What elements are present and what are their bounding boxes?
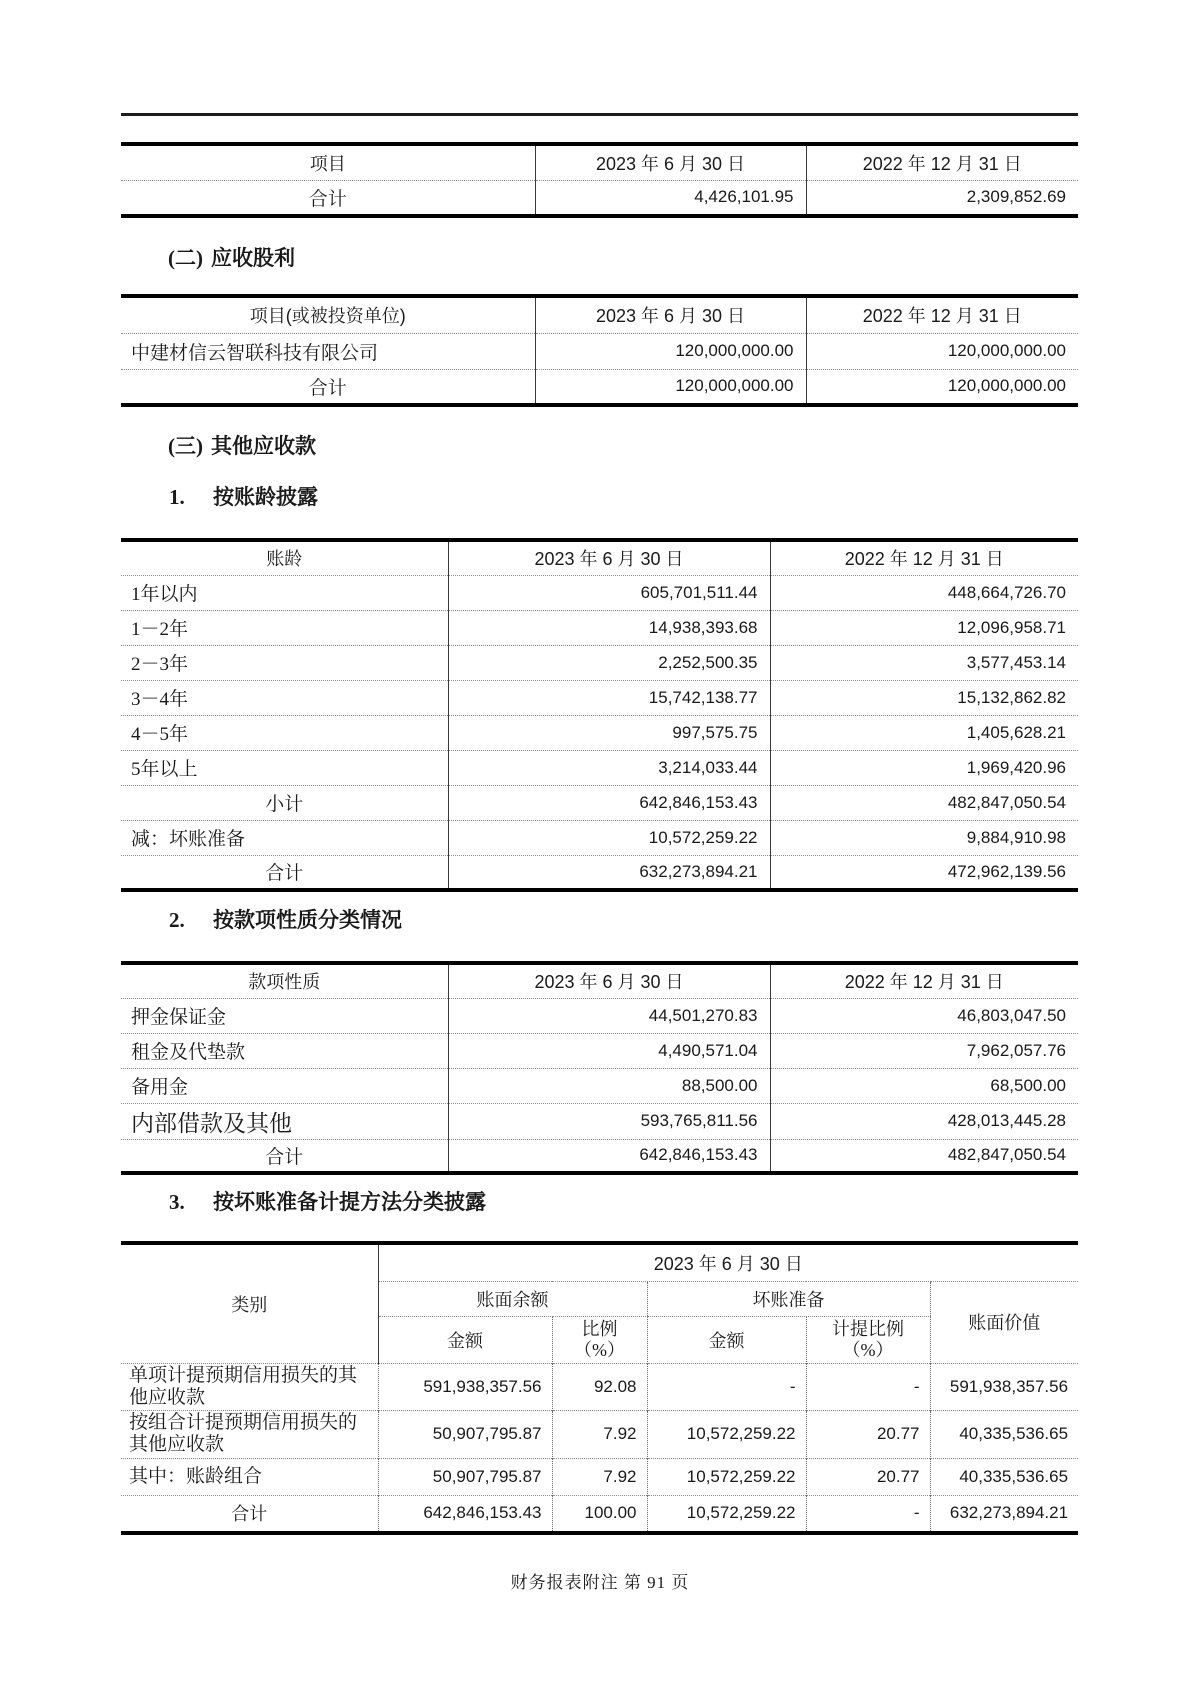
heading-number: 1. (169, 485, 185, 509)
heading-number: (三) (168, 434, 203, 458)
column-header: 2023 年 6 月 30 日 (448, 963, 770, 998)
table-row (121, 998, 1078, 1033)
table-row (121, 785, 1078, 820)
heading-title: 应收股利 (211, 246, 295, 270)
column-header: 2022 年 12 月 31 日 (770, 540, 1078, 575)
heading-number: (二) (168, 246, 203, 270)
dividends-table (121, 294, 1078, 407)
cell-value: 120,000,000.00 (535, 333, 806, 369)
subsection-heading-method (169, 1188, 486, 1216)
table-row (121, 750, 1078, 785)
cell-value: 605,701,511.44 (448, 575, 770, 610)
row-label: 押金保证金 (121, 998, 448, 1033)
cell-value: 428,013,445.28 (770, 1103, 1078, 1139)
cell-value: 88,500.00 (448, 1068, 770, 1103)
cell-value: 15,132,862.82 (770, 680, 1078, 715)
column-header-ratio: 比例 （%） (552, 1316, 647, 1363)
cell-value: - (806, 1495, 930, 1533)
table-row (121, 1103, 1078, 1139)
column-header: 项目(或被投资单位) (249, 306, 406, 327)
table-row (121, 715, 1078, 750)
table-row (121, 575, 1078, 610)
cell-value: 642,846,153.43 (378, 1495, 552, 1533)
heading-title: 按坏账准备计提方法分类披露 (213, 1190, 486, 1214)
row-label: 中建材信云智联科技有限公司 (121, 333, 535, 369)
top-total-table (121, 142, 1078, 218)
cell-value: 1,969,420.96 (770, 750, 1078, 785)
table-row (121, 1068, 1078, 1103)
cell-value: 120,000,000.00 (806, 369, 1078, 405)
row-label: 1－2年 (121, 610, 448, 645)
heading-title: 按账龄披露 (213, 485, 318, 509)
row-label: 3－4年 (121, 680, 448, 715)
cell-value: 44,501,270.83 (448, 998, 770, 1033)
table-row (121, 610, 1078, 645)
cell-value: 14,938,393.68 (448, 610, 770, 645)
heading-title: 其他应收款 (211, 434, 316, 458)
cell-value: 2,309,852.69 (806, 180, 1078, 216)
cell-value: 20.77 (806, 1410, 930, 1458)
column-header: 款项性质 (248, 972, 321, 993)
table-row (121, 333, 1078, 369)
cell-value: 632,273,894.21 (930, 1495, 1078, 1533)
row-label: 1年以内 (121, 575, 448, 610)
column-header-amount: 金额 (647, 1316, 806, 1363)
cell-value: 100.00 (552, 1495, 647, 1533)
cell-value: 50,907,795.87 (378, 1458, 552, 1495)
column-header: 2022 年 12 月 31 日 (806, 296, 1078, 333)
heading-number: 2. (169, 908, 185, 932)
table-header-row (121, 540, 1078, 575)
cell-value: 482,847,050.54 (770, 785, 1078, 820)
row-label: 减：坏账准备 (121, 820, 448, 855)
column-header: 2022 年 12 月 31 日 (770, 963, 1078, 998)
cell-value: 3,577,453.14 (770, 645, 1078, 680)
row-label: 租金及代垫款 (121, 1033, 448, 1068)
cell-value: 10,572,259.22 (647, 1458, 806, 1495)
column-header-book-balance: 账面余额 (378, 1281, 647, 1316)
row-label: 合计 (121, 369, 535, 405)
aging-table (121, 538, 1078, 892)
provision-method-table (121, 1241, 1078, 1535)
cell-value: 7,962,057.76 (770, 1033, 1078, 1068)
page-footer: 财务报表附注 第 91 页 (510, 1573, 690, 1592)
table-row (121, 1139, 1078, 1173)
table-row (121, 820, 1078, 855)
row-label: 小计 (121, 785, 448, 820)
cell-value: 120,000,000.00 (806, 333, 1078, 369)
table-row (121, 180, 1078, 216)
cell-value: 9,884,910.98 (770, 820, 1078, 855)
table-row (121, 680, 1078, 715)
table-header-row (121, 1243, 1078, 1281)
table-row (121, 1410, 1078, 1458)
column-header-amount: 金额 (447, 1330, 483, 1351)
row-label: 其中：账龄组合 (121, 1458, 378, 1495)
column-header-bad-debt-provision: 坏账准备 (647, 1281, 930, 1316)
cell-value: 472,962,139.56 (770, 855, 1078, 890)
cell-value: 591,938,357.56 (378, 1363, 552, 1410)
cell-value: 4,426,101.95 (535, 180, 806, 216)
heading-number: 3. (169, 1190, 185, 1214)
row-label: 合计 (121, 1139, 448, 1173)
cell-value: 40,335,536.65 (930, 1458, 1078, 1495)
cell-value: 10,572,259.22 (647, 1410, 806, 1458)
column-header-provision-ratio: 计提比例 （%） (806, 1316, 930, 1363)
column-header: 2023 年 6 月 30 日 (448, 540, 770, 575)
table-row (121, 1495, 1078, 1533)
column-header-book-value: 账面价值 (930, 1281, 1078, 1363)
column-header-category: 类别 (121, 1243, 378, 1363)
row-label: 4－5年 (121, 715, 448, 750)
cell-value: 4,490,571.04 (448, 1033, 770, 1068)
column-header: 2023 年 6 月 30 日 (535, 144, 806, 180)
row-label: 5年以上 (121, 750, 448, 785)
row-label: 合计 (121, 180, 535, 216)
cell-value: 7.92 (552, 1458, 647, 1495)
cell-value: 46,803,047.50 (770, 998, 1078, 1033)
cell-value: - (647, 1363, 806, 1410)
cell-value: 593,765,811.56 (448, 1103, 770, 1139)
row-label: 单项计提预期信用损失的其他应收款 (121, 1363, 378, 1410)
row-label: 按组合计提预期信用损失的其他应收款 (121, 1410, 378, 1458)
table-header-row (121, 963, 1078, 998)
cell-value: 642,846,153.43 (448, 785, 770, 820)
table-row (121, 369, 1078, 405)
table-row (121, 645, 1078, 680)
table-header-row (121, 144, 1078, 180)
cell-value: 2,252,500.35 (448, 645, 770, 680)
cell-value: 92.08 (552, 1363, 647, 1410)
column-header: 项目 (309, 153, 346, 174)
row-label: 合计 (121, 855, 448, 890)
cell-value: 10,572,259.22 (448, 820, 770, 855)
nature-table (121, 961, 1078, 1175)
row-label: 2－3年 (121, 645, 448, 680)
table-row (121, 1033, 1078, 1068)
cell-value: 10,572,259.22 (647, 1495, 806, 1533)
cell-value: 68,500.00 (770, 1068, 1078, 1103)
row-label: 备用金 (121, 1068, 448, 1103)
column-header-date: 2023 年 6 月 30 日 (378, 1243, 1078, 1281)
subsection-heading-aging (169, 483, 318, 511)
table-header-row (121, 296, 1078, 333)
cell-value: 591,938,357.56 (930, 1363, 1078, 1410)
cell-value: 7.92 (552, 1410, 647, 1458)
cell-value: 448,664,726.70 (770, 575, 1078, 610)
page-top-rule (121, 113, 1078, 116)
cell-value: 997,575.75 (448, 715, 770, 750)
cell-value: 20.77 (806, 1458, 930, 1495)
section-heading-receivable-dividends (168, 244, 295, 272)
column-header: 2022 年 12 月 31 日 (806, 144, 1078, 180)
column-header: 2023 年 6 月 30 日 (535, 296, 806, 333)
cell-value: 120,000,000.00 (535, 369, 806, 405)
row-label: 合计 (121, 1495, 378, 1533)
cell-value: 1,405,628.21 (770, 715, 1078, 750)
row-label: 内部借款及其他 (121, 1103, 448, 1139)
cell-value: 3,214,033.44 (448, 750, 770, 785)
cell-value: 12,096,958.71 (770, 610, 1078, 645)
table-row (121, 1458, 1078, 1495)
column-header: 账龄 (266, 549, 303, 570)
section-heading-other-receivables (168, 432, 316, 460)
subsection-heading-nature (169, 906, 402, 934)
cell-value: 642,846,153.43 (448, 1139, 770, 1173)
cell-value: 482,847,050.54 (770, 1139, 1078, 1173)
table-row (121, 1363, 1078, 1410)
cell-value: 15,742,138.77 (448, 680, 770, 715)
cell-value: - (806, 1363, 930, 1410)
heading-title: 按款项性质分类情况 (213, 908, 402, 932)
table-row (121, 855, 1078, 890)
cell-value: 632,273,894.21 (448, 855, 770, 890)
cell-value: 40,335,536.65 (930, 1410, 1078, 1458)
cell-value: 50,907,795.87 (378, 1410, 552, 1458)
